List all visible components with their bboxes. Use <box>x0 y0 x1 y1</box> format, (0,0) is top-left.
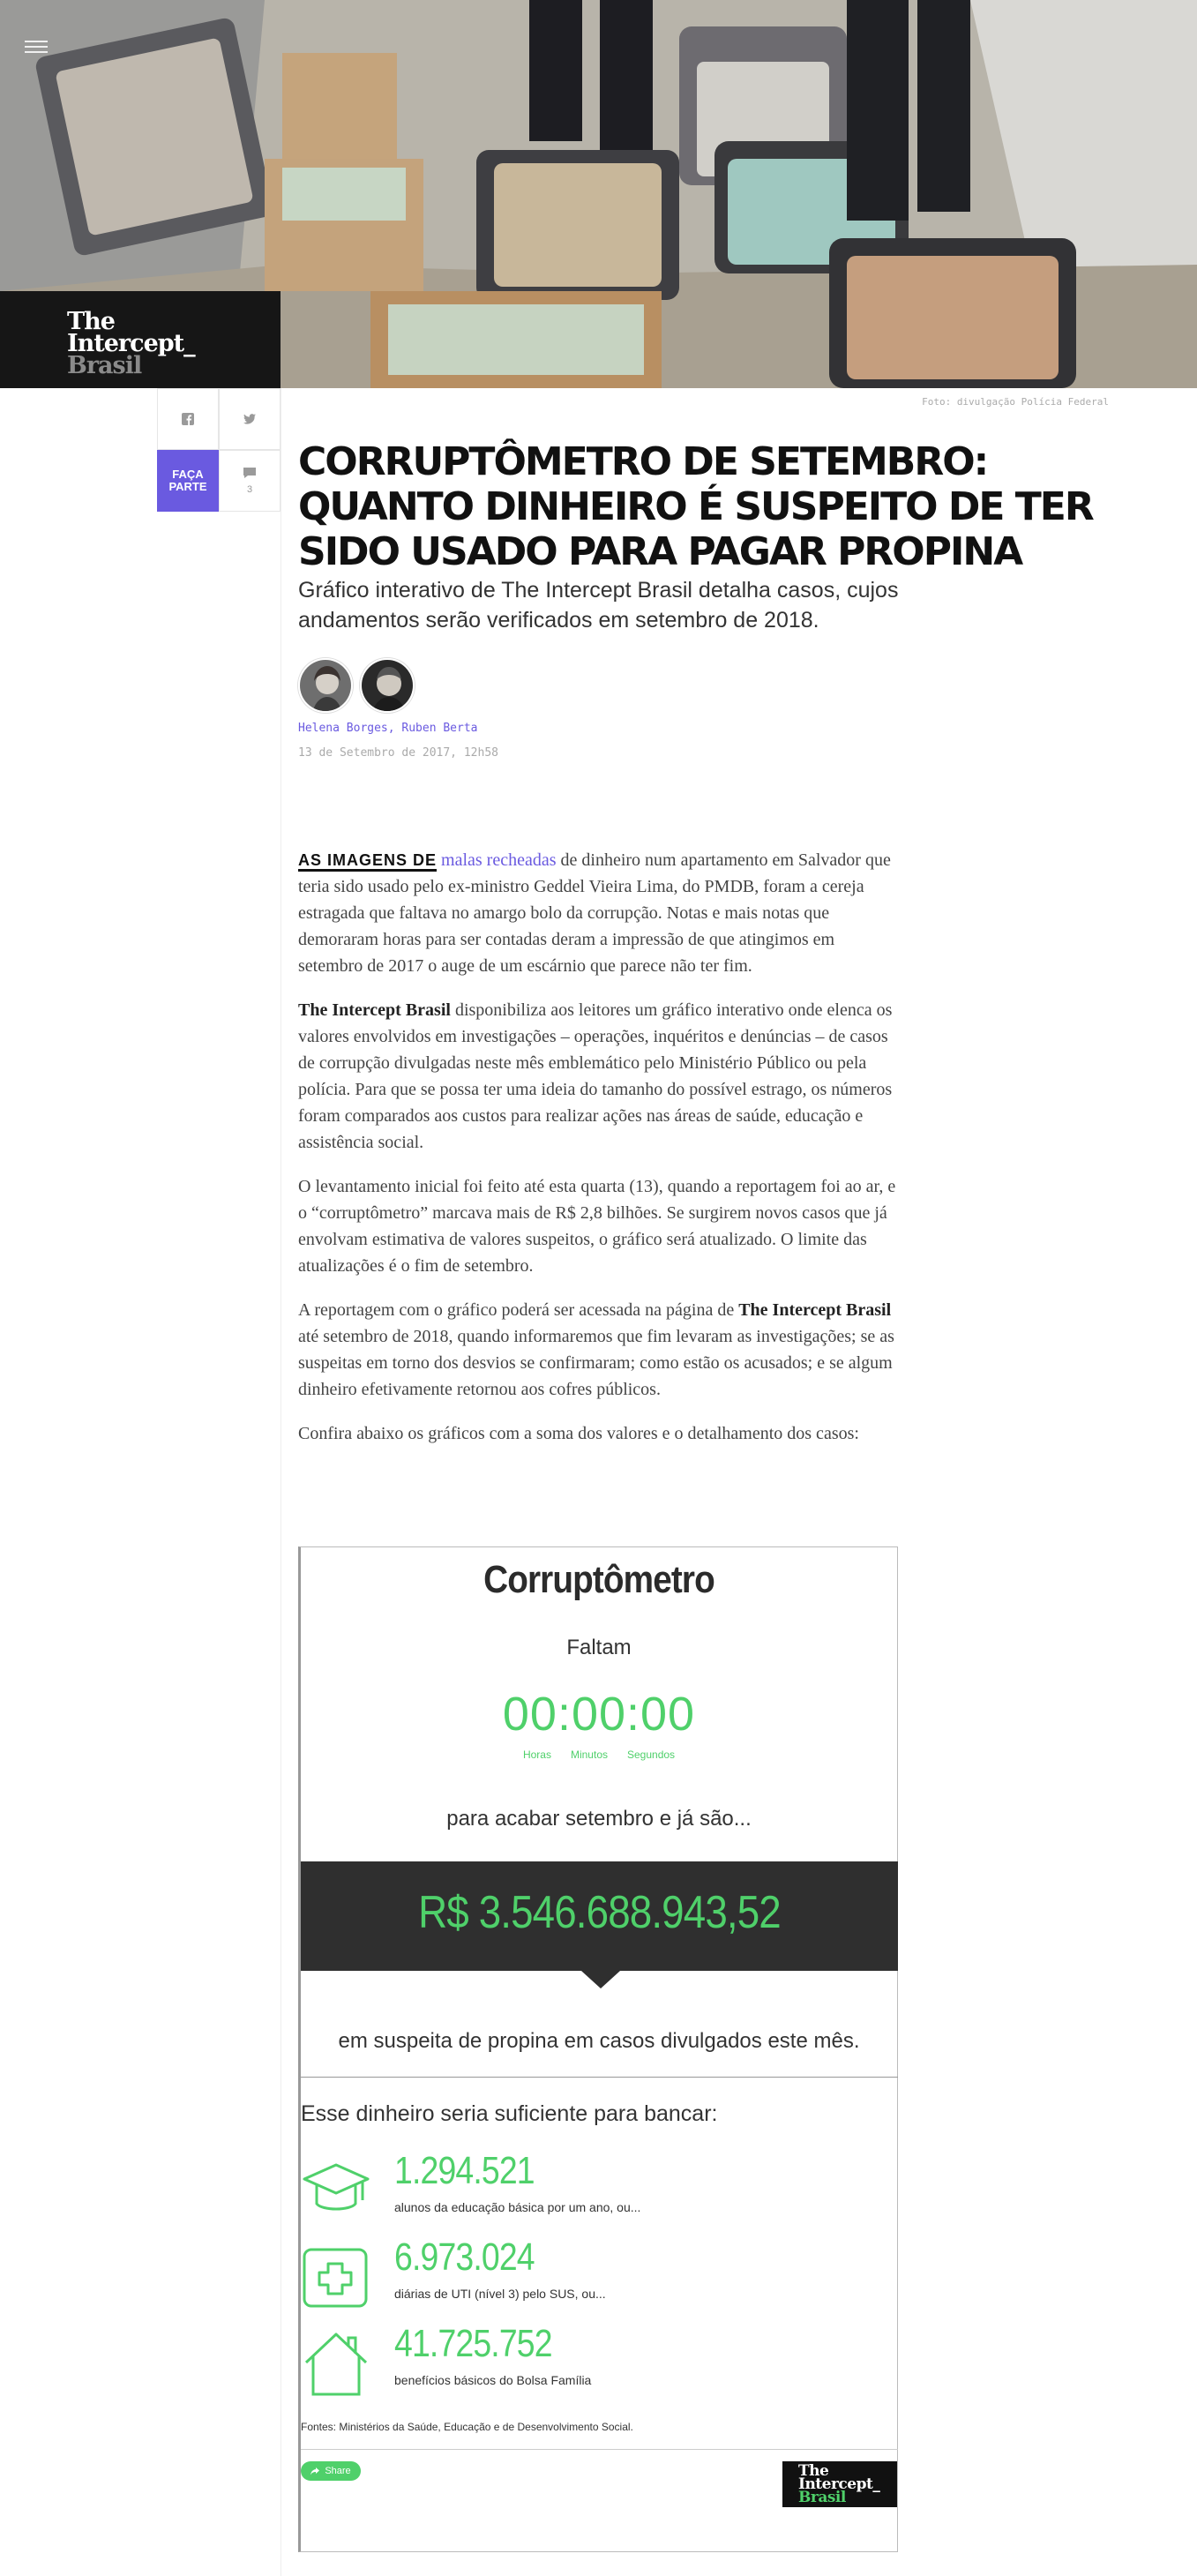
comments-button[interactable] <box>219 450 281 512</box>
medical-cross-icon <box>301 2243 371 2313</box>
share-icon <box>310 2467 319 2475</box>
amount-band <box>301 1861 898 1971</box>
paragraph <box>298 1297 898 1403</box>
comparison-desc: alunos da educação básica por um ano, ou... <box>394 2200 641 2214</box>
twitter-share-button[interactable] <box>219 388 281 450</box>
author-avatars <box>298 658 415 713</box>
join-label-2: PARTE <box>168 480 207 493</box>
avatar[interactable] <box>298 658 353 713</box>
avatar[interactable] <box>360 658 415 713</box>
comparison-number: 1.294.521 <box>394 2149 535 2192</box>
label-segundos: Segundos <box>627 1749 676 1761</box>
paragraph: O levantamento inicial foi feito até esta quarta (13), quando a reportagem foi ao ar, e o “corruptômetro” marcava mais de R$ 2,8 bilhões. Se surgirem novos casos que já envolvam estimativa de valores suspeitos, o gráfico será atualizado. O limite das atualizações é o fim de setembro. <box>298 1177 896 1276</box>
comparison-desc: diárias de UTI (nível 3) pelo SUS, ou... <box>394 2287 606 2301</box>
widget-suspeita-text: em suspeita de propina em casos divulgados este mês. <box>338 2029 860 2053</box>
share-column <box>157 388 281 512</box>
join-button[interactable] <box>157 450 219 512</box>
article-body <box>298 847 898 1464</box>
widget-bancar-text: Esse dinheiro seria suficiente para bancar: <box>301 2101 718 2126</box>
label-minutos: Minutos <box>570 1749 608 1761</box>
divider <box>301 2449 898 2450</box>
comparison-desc: benefícios básicos do Bolsa Família <box>394 2373 592 2387</box>
twitter-icon <box>243 414 256 424</box>
logo-line-1: The <box>67 308 115 335</box>
comparison-number: 6.973.024 <box>394 2235 535 2279</box>
comparison-item <box>301 2149 865 2225</box>
paragraph-text: de dinheiro num apartamento em Salvador que teria sido usado pelo ex-ministro Geddel Vieira Lima, do PMDB, foram a cereja estragada que faltava no amargo bolo da corrupção. Notas e mais notas que demoraram horas para ser contadas deram a impressão de que atingimos em setembro de 2017 o auge de um escárnio que parece não ter fim. <box>298 850 891 976</box>
lead-in: AS IMAGENS DE <box>298 851 437 872</box>
widget-logo-line-2: Intercept_ <box>798 2475 880 2493</box>
timer-labels <box>301 1749 897 1761</box>
comparison-item <box>301 2322 865 2398</box>
paragraph-text: até setembro de 2018, quando informaremos que fim levaram as investigações; se as suspeitas em torno dos desvios se confirmaram; como estão os acusados; e se algum dinheiro efetivamente retornou aos cofres públicos. <box>298 1327 894 1399</box>
corruptometro-widget <box>298 1546 898 2552</box>
article-authors[interactable]: Helena Borges, Ruben Berta <box>298 722 478 735</box>
bold-brand: The Intercept Brasil <box>738 1300 892 1320</box>
comments-count: 3 <box>246 484 253 495</box>
comparison-number: 41.725.752 <box>394 2322 552 2365</box>
malas-link[interactable]: malas recheadas <box>441 850 557 870</box>
band-arrow <box>581 1971 620 1988</box>
countdown-timer: 00:00:00 <box>502 1688 696 1741</box>
hero-photo <box>0 0 1197 388</box>
house-icon <box>301 2329 371 2400</box>
comparison-item <box>301 2235 865 2311</box>
logo-line-3: Brasil <box>67 352 142 379</box>
widget-para-text: para acabar setembro e já são... <box>446 1807 752 1831</box>
paragraph <box>298 997 898 1156</box>
logo-line-2: Intercept_ <box>67 330 195 357</box>
widget-logo-line-1: The <box>798 2462 829 2480</box>
article-headline: CORRUPTÔMETRO DE SETEMBRO: QUANTO DINHEIRO É SUSPEITO DE TER SIDO USADO PARA PAGAR PROPINA <box>298 439 1093 574</box>
bold-brand: The Intercept Brasil <box>298 1000 451 1020</box>
widget-faltam: Faltam <box>566 1636 632 1659</box>
widget-share-button[interactable] <box>301 2461 361 2481</box>
comment-icon <box>243 467 257 479</box>
paragraph: Confira abaixo os gráficos com a soma dos valores e o detalhamento dos casos: <box>298 1424 859 1443</box>
graduation-cap-icon <box>301 2156 371 2227</box>
widget-title: Corruptômetro <box>483 1558 714 1601</box>
facebook-share-button[interactable] <box>157 388 219 450</box>
paragraph-text: disponibiliza aos leitores um gráfico interativo onde elenca os valores envolvidos em investigações – operações, inquéritos e denúncias – de casos de corrupção divulgadas neste mês emblemático pelo Ministério Público ou pela polícia. Para que se possa ter uma ideia do tamanho do possível estrago, os números foram comparados aos custos para realizar ações nas áreas de saúde, educação e assistência social. <box>298 1000 893 1152</box>
widget-sources: Fontes: Ministérios da Saúde, Educação e de Desenvolvimento Social. <box>301 2421 633 2433</box>
total-amount: R$ 3.546.688.943,52 <box>418 1887 781 1938</box>
facebook-icon <box>182 413 194 425</box>
article-deck: Gráfico interativo de The Intercept Brasil detalha casos, cujos andamentos serão verificados em setembro de 2018. <box>298 578 899 633</box>
paragraph-text: A reportagem com o gráfico poderá ser acessada na página de <box>298 1300 739 1320</box>
label-horas: Horas <box>522 1749 551 1761</box>
paragraph <box>298 847 898 979</box>
photo-credit: Foto: divulgação Polícia Federal <box>922 396 1109 408</box>
share-label: Share <box>325 2466 351 2476</box>
join-label-1: FAÇA <box>172 468 204 481</box>
widget-logo-line-3: Brasil <box>798 2489 846 2506</box>
article-date: 13 de Setembro de 2017, 12h58 <box>298 746 498 760</box>
divider <box>301 2077 898 2078</box>
menu-icon[interactable] <box>25 41 48 53</box>
site-logo[interactable] <box>0 291 281 388</box>
widget-logo[interactable] <box>782 2461 897 2507</box>
